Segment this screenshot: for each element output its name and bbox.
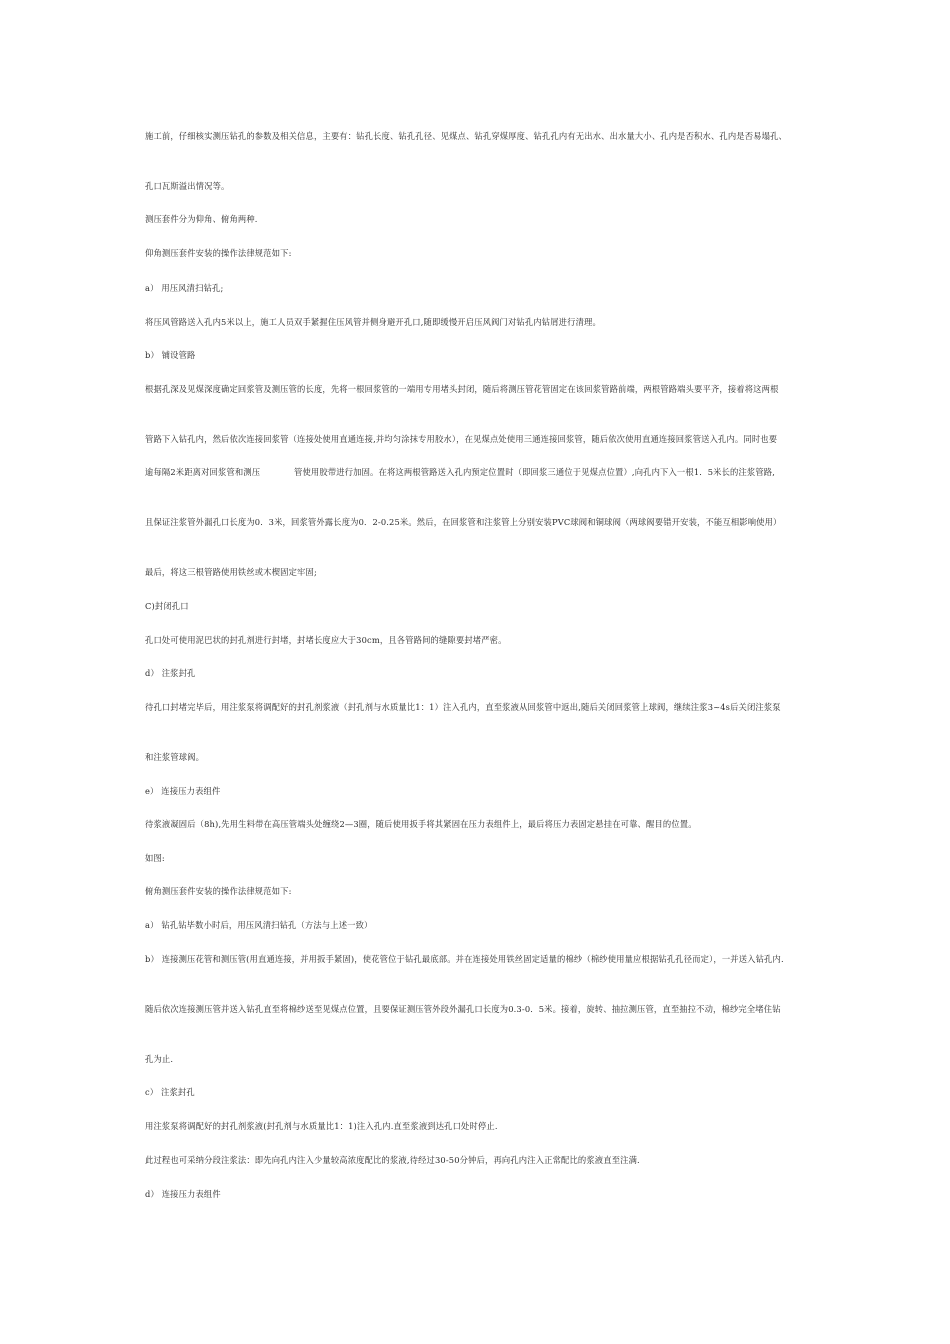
text-line: C)封闭孔口 — [145, 601, 189, 611]
text-line: b） 连接测压花管和测压管(用直通连接，并用扳手紧固)，使花管位于钻孔最底部。并在连接处用铁丝固定适量的棉纱（棉纱使用量应根据钻孔孔径而定），一并送入钻孔内. — [145, 954, 784, 964]
text-line: a） 用压风清扫钻孔; — [145, 283, 224, 293]
text-line: 最后，将这三根管路使用铁丝或木楔固定牢固; — [145, 567, 317, 577]
text-line: 孔口处可使用泥巴状的封孔剂进行封堵，封堵长度应大于30cm，且各管路间的缝隙要封堵严密。 — [145, 635, 507, 645]
text-line: 用注浆泵将调配好的封孔剂浆液(封孔剂与水质量比1：1)注入孔内.直至浆液到达孔口处时停止. — [145, 1121, 498, 1131]
text-line: 将压风管路送入孔内5米以上，施工人员双手紧握住压风管并侧身避开孔口,随即缓慢开启压风阀门对钻孔内钻屑进行清理。 — [145, 317, 601, 327]
text-line: c） 注浆封孔 — [145, 1087, 195, 1097]
text-line: 如图: — [145, 853, 165, 863]
text-line: 孔为止. — [145, 1054, 174, 1064]
text-line: 仰角测压套件安装的操作法律规范如下: — [145, 248, 292, 258]
text-line: 施工前，仔细核实测压钻孔的参数及相关信息，主要有：钻孔长度、钻孔孔径、见煤点、钻孔穿煤厚度、钻孔孔内有无出水、出水量大小、孔内是否积水、孔内是否易塌孔、 — [145, 131, 787, 141]
text-line: 测压套件分为仰角、俯角两种. — [145, 214, 258, 224]
text-line: 孔口瓦斯溢出情况等。 — [145, 181, 230, 191]
text-line: 管路下入钻孔内，然后依次连接回浆管（连接处使用直通连接,并均匀涂抹专用胶水），在见煤点处使用三通连接回浆管，随后依次使用直通连接回浆管送入孔内。同时也要 — [145, 434, 778, 444]
text-line: 且保证注浆管外漏孔口长度为0．3米，回浆管外露长度为0．2-0.25米。然后，在回浆管和注浆管上分别安装PVC球阀和铜球阀（两球阀要错开安装，不能互相影响使用） — [145, 517, 782, 527]
text-line: 俯角测压套件安装的操作法律规范如下: — [145, 886, 292, 896]
text-line: 根据孔深及见煤深度确定回浆管及测压管的长度，先将一根回浆管的一端用专用堵头封闭，随后将测压管花管固定在该回浆管路前端，两根管路端头要平齐，接着将这两根 — [145, 384, 779, 394]
text-line: d） 连接压力表组件 — [145, 1189, 221, 1199]
text-line: 此过程也可采纳分段注浆法：即先向孔内注入少量较高浓度配比的浆液,待经过30-50分钟后，再向孔内注入正常配比的浆液直至注满. — [145, 1155, 640, 1165]
text-line: 待孔口封堵完毕后，用注浆泵将调配好的封孔剂浆液（封孔剂与水质量比1：1）注入孔内，直至浆液从回浆管中返出,随后关闭回浆管上球阀，继续注浆3~4s后关闭注浆泵 — [145, 702, 781, 712]
text-line: d） 注浆封孔 — [145, 668, 196, 678]
text-line: b） 铺设管路 — [145, 350, 196, 360]
text-line: 随后依次连接测压管并送入钻孔直至将棉纱送至见煤点位置，且要保证测压管外段外漏孔口长度为0.3-0．5米。接着，旋转、抽拉测压管，直至抽拉不动，棉纱完全堵住钻 — [145, 1004, 781, 1014]
text-line: 逾每隔2米距离对回浆管和测压 管使用胶带进行加固。在将这两根管路送入孔内预定位置时（即回浆三通位于见煤点位置）,向孔内下入一根1．5米长的注浆管路, — [145, 467, 776, 477]
text-line: e） 连接压力表组件 — [145, 786, 221, 796]
text-line: 和注浆管球阀。 — [145, 752, 205, 762]
text-line: 待浆液凝固后（8h),先用生料带在高压管端头处缠绕2—3圈，随后使用扳手将其紧固在压力表组件上，最后将压力表固定悬挂在可靠、醒目的位置。 — [145, 819, 697, 829]
text-line: a） 钻孔钻毕数小时后，用压风清扫钻孔（方法与上述一致） — [145, 920, 373, 930]
